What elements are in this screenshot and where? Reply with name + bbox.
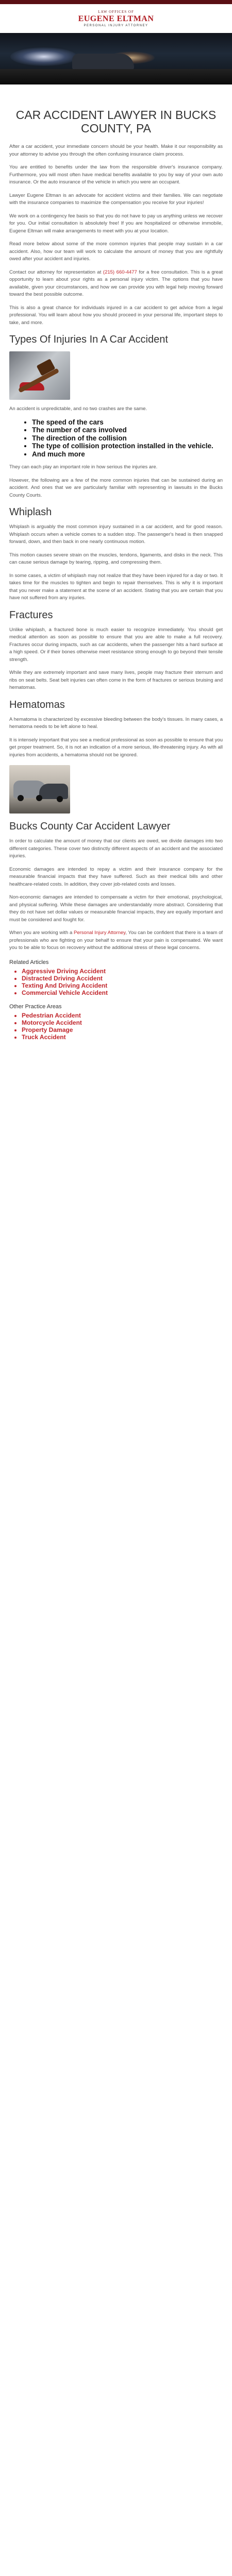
list-item: • The direction of the collision: [32, 434, 223, 443]
list-item: • The speed of the cars: [32, 418, 223, 427]
fractures-heading: Fractures: [9, 609, 53, 621]
practice-area-link[interactable]: • Motorcycle Accident: [22, 1019, 223, 1026]
hematomas-heading: Hematomas: [9, 699, 65, 710]
bucks-final-paragraph: When you are working with a Personal Injury Attorney, You can be confident that there is a team of professionals who are fighting on your behalf to ensure that your pain is compensated. We want you to be able to focus on recovery without the additional stress of these legal concerns.: [9, 930, 223, 951]
page-title: CAR ACCIDENT LAWYER IN BUCKS COUNTY, PA: [15, 108, 217, 135]
intro-paragraph: You are entitled to benefits under the law from the responsible driver's insurance company. Furthermore, you will most often have medical benefits available to you by way of your own auto insurance. Or the auto insurance of the vehicle in which you were an occupant.: [9, 164, 223, 185]
hematomas-paragraph: It is intensely important that you see a medical professional as soon as possible to ensure that you get proper treatment. So, it is not an indication of a more serious, life-threatening injury. As with all injuries from accidents, a hematoma should not be ignored.: [9, 737, 223, 758]
page: [0, 0, 232, 1041]
logo-main-text: EUGENE ELTMAN: [78, 14, 154, 23]
intro-paragraph: After a car accident, your immediate concern should be your health. Make it our responsibility as your attorney to advise you through the often confusing insurance claim process.: [9, 144, 223, 157]
whiplash-paragraph: Whiplash is arguably the most common injury sustained in a car accident, and for good reason. Whiplash occurs when a vehicle comes to a sudden stop. The passenger's head is then snapped forward, down, and then back in one nearly continuous motion.: [9, 524, 223, 545]
bucks-paragraph: In order to calculate the amount of money that our clients are owed, we divide damages into two different categories. These cover two distinctly different aspects of an accident and the associated injuries.: [9, 838, 223, 859]
bucks-paragraph: Economic damages are intended to repay a victim and their insurance company for the measurable financial impacts that they have suffered. Such as their medical bills and other healthcare-related costs. In addition, they cover job-related costs and losses.: [9, 866, 223, 887]
intro-paragraph: Read more below about some of the more common injuries that people may sustain in a car accident. Also, how our team will work to calculate the amount of money that you are rightfully owed after your accident and injuries.: [9, 241, 223, 262]
whiplash-paragraph: This motion causes severe strain on the muscles, tendons, ligaments, and disks in the neck. This can cause serious damage by tearing, ripping, and compressing them.: [9, 552, 223, 565]
practice-area-link[interactable]: • Property Damage: [22, 1026, 223, 1033]
hero-image: [0, 33, 232, 84]
main-content: [0, 107, 232, 1041]
list-item: • The number of cars involved: [32, 426, 223, 434]
hero-headlight: [10, 47, 77, 66]
list-item: • And much more: [32, 450, 223, 459]
intro-paragraph: Lawyer Eugene Eltman is an advocate for accident victims and their families. We can negotiate with the insurance companies to maximize the compensation you receive for your injuries!: [9, 192, 223, 206]
related-articles-list: [9, 968, 223, 996]
practice-area-link[interactable]: • Truck Accident: [22, 1033, 223, 1041]
other-practice-areas-heading: Other Practice Areas: [9, 1003, 62, 1010]
site-logo[interactable]: [78, 10, 154, 27]
fractures-paragraph: While they are extremely important and save many lives, people may fracture their sternum and ribs on seat belts. Seat belt injuries can often come in the form of fractures or serious bruising and hematomas.: [9, 670, 223, 690]
fractures-paragraph: Unlike whiplash, a fractured bone is much easier to recognize immediately. You should get medical attention as soon as possible to ensure that you are able to make a full recovery. Fractures occur during impacts, such as car accidents, when the passenger hits a hard surface at a high speed. Or if their bones otherwise meet resistance strong enough to go beyond their tensile strength.: [9, 626, 223, 663]
types-heading: Types Of Injuries In A Car Accident: [9, 334, 168, 345]
hematomas-paragraph: A hematoma is characterized by excessive bleeding between the body's tissues. In many cases, a hematoma needs to be left alone to heal.: [9, 716, 223, 730]
practice-area-link[interactable]: • Pedestrian Accident: [22, 1012, 223, 1019]
contact-paragraph: Contact our attorney for representation at (215) 660-4477 for a free consultation. This is a great opportunity to learn about your rights as a personal injury victim. The options that you have available, given your circumstances, and how we can provide you with legal help moving forward toward the best possible outcome.: [9, 269, 223, 297]
logo-sub-text: PERSONAL INJURY ATTORNEY: [84, 24, 148, 27]
types-paragraph: They can each play an important role in how serious the injuries are.: [9, 464, 158, 470]
whiplash-paragraph: In some cases, a victim of whiplash may not realize that they have been injured for a day or two. It takes time for the muscles to tighten and begin to repair themselves. This is why it is important that you never make a statement at the scene of an accident. Stating that you are certain that you have not suffered from any injuries.: [9, 572, 223, 601]
top-bar: [0, 0, 232, 4]
bucks-county-heading: Bucks County Car Accident Lawyer: [9, 821, 171, 832]
gavel-car-image: [9, 351, 70, 400]
factors-list: [9, 418, 223, 459]
whiplash-heading: Whiplash: [9, 506, 52, 518]
bucks-paragraph: Non-economic damages are intended to compensate a victim for their emotional, psychological, and physical suffering. While these damages are understandably more abstract. Considering that they do not have set dollar values or measurable financial impacts, they are equally important and must be considered and fought for.: [9, 894, 223, 923]
hero-road: [0, 69, 232, 84]
car-crash-image: [9, 765, 70, 814]
related-article-link[interactable]: • Commercial Vehicle Accident: [22, 989, 223, 996]
logo-top-text: LAW OFFICES OF: [98, 9, 134, 14]
hero-car: [72, 54, 134, 70]
intro-paragraph: We work on a contingency fee basis so that you do not have to pay us anything unless we recover for you. Our initial consultation is absolutely free! If you are hospitalized or otherwise immobile, Eugene Eltman will make arrangements to meet with you at your location.: [9, 213, 223, 234]
list-item: • The type of collision protection installed in the vehicle.: [32, 442, 223, 450]
individuals-paragraph: This is also a great chance for individuals injured in a car accident to get advice from a legal professional. You will learn about how you should proceed in your personal life, important steps to take, and more.: [9, 304, 223, 326]
related-articles-heading: Related Articles: [9, 959, 49, 965]
related-article-link[interactable]: • Distracted Driving Accident: [22, 975, 223, 982]
types-paragraph: However, the following are a few of the more common injuries that can be sustained during an accident. And ones that we are particularly familiar with representing in lawsuits in the Bucks County Courts.: [9, 477, 223, 498]
site-header: [0, 4, 232, 33]
phone-link[interactable]: (215) 660-4477: [103, 269, 137, 275]
types-intro: An accident is unpredictable, and no two crashes are the same.: [9, 406, 147, 412]
related-article-link[interactable]: • Texting And Driving Accident: [22, 982, 223, 989]
related-article-link[interactable]: • Aggressive Driving Accident: [22, 968, 223, 975]
other-practice-areas-list: [9, 1012, 223, 1041]
personal-injury-attorney-link[interactable]: Personal Injury Attorney: [74, 930, 126, 936]
